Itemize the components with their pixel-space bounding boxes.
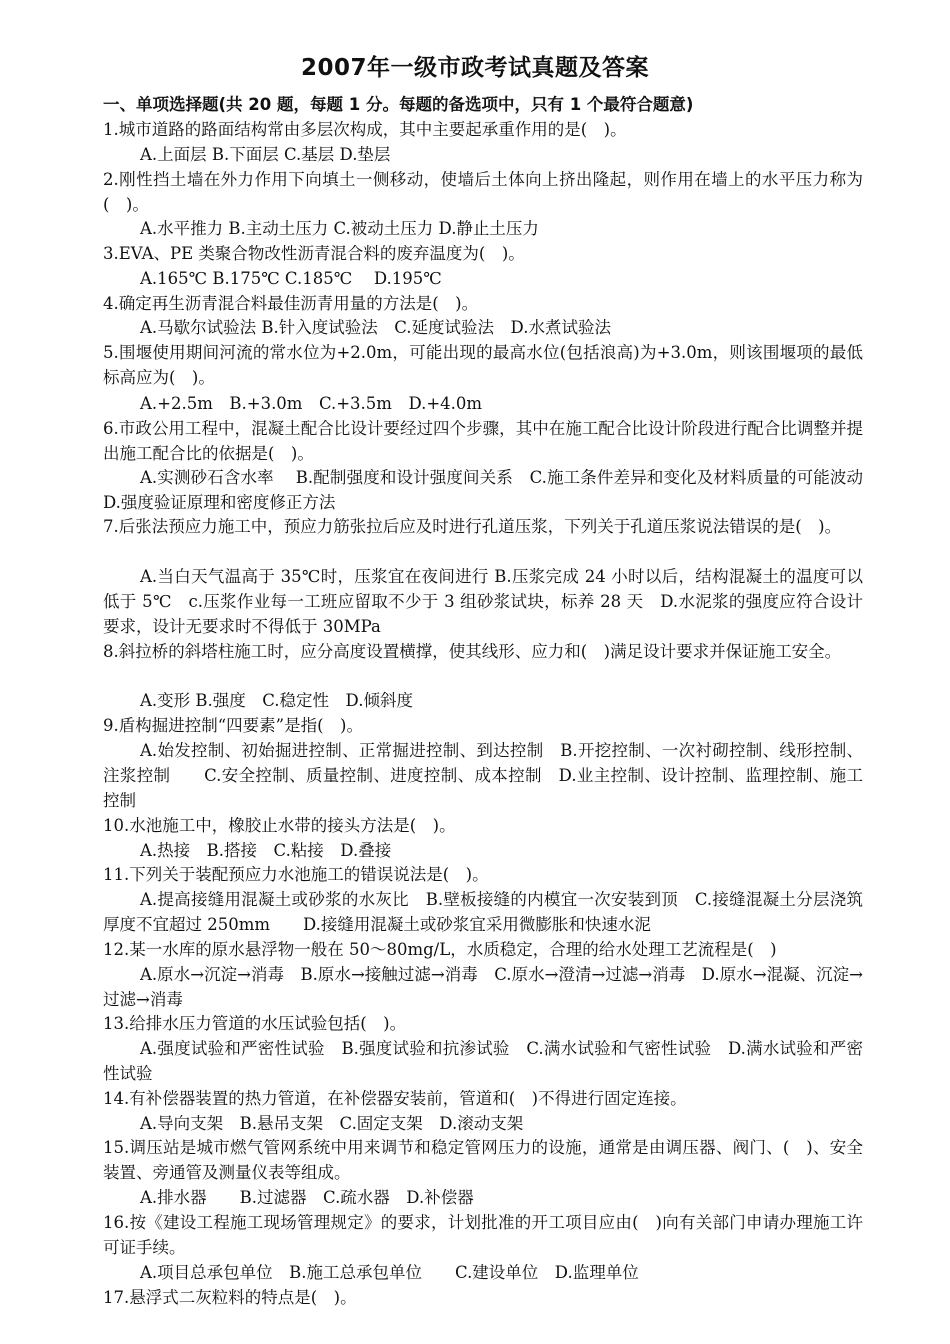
question-options: A.马歇尔试验法 B.针入度试验法 C.延度试验法 D.水煮试验法 xyxy=(140,318,611,337)
question-stem: 13.给排水压力管道的水压试验包括( )。 xyxy=(103,1014,407,1033)
question-stem: 12.某一水库的原水悬浮物一般在 50～80mg/L，水质稳定，合理的给水处理工艺流程是( ) xyxy=(103,940,777,959)
question-options: A.始发控制、初始掘进控制、正常掘进控制、到达控制 B.开挖控制、一次衬砌控制、线形控制、注浆控制 C.安全控制、质量控制、进度控制、成本控制 D.业主控制、设计控制、监理控制、施工控制 xyxy=(103,741,863,810)
question-options: A.强度试验和严密性试验 B.强度试验和抗渗试验 C.满水试验和气密性试验 D.满水试验和严密性试验 xyxy=(103,1039,863,1083)
question-options: A.165℃ B.175℃ C.185℃ D.195℃ xyxy=(140,269,442,288)
question-options: A.当白天气温高于 35℃时，压浆宜在夜间进行 B.压浆完成 24 小时以后，结构混凝土的温度可以低于 5℃ c.压浆作业每一工班应留取不少于 3 组砂浆试块，标养 28 天 D.水泥浆的强度应符合设计要求，设计无要求时不得低于 30MPa xyxy=(103,567,863,636)
question-stem: 4.确定再生沥青混合料最佳沥青用量的方法是( )。 xyxy=(103,294,479,313)
question-stem: 11.下列关于装配预应力水池施工的错误说法是( )。 xyxy=(103,865,489,884)
question-options: A.热接 B.搭接 C.粘接 D.叠接 xyxy=(140,841,392,860)
question-stem: 2.刚性挡土墙在外力作用下向填土一侧移动，使墙后土体向上挤出隆起，则作用在墙上的水平压力称为( )。 xyxy=(103,170,863,214)
question-stem: 15.调压站是城市燃气管网系统中用来调节和稳定管网压力的设施，通常是由调压器、阀门、( )、安全装置、旁通管及测量仪表等组成。 xyxy=(103,1138,863,1182)
question-stem: 16.按《建设工程施工现场管理规定》的要求，计划批准的开工项目应由( )向有关部门申请办理施工许可证手续。 xyxy=(103,1213,863,1257)
question-options: A.原水→沉淀→消毒 B.原水→接触过滤→消毒 C.原水→澄清→过滤→消毒 D.原水→混凝、沉淀→过滤→消毒 xyxy=(103,965,863,1009)
question-options: A.排水器 B.过滤器 C.疏水器 D.补偿器 xyxy=(140,1188,474,1207)
question-options: A.实测砂石含水率 B.配制强度和设计强度间关系 C.施工条件差异和变化及材料质量的可能波动 D.强度验证原理和密度修正方法 xyxy=(103,468,885,512)
question-stem: 3.EVA、PE 类聚合物改性沥青混合料的废弃温度为( )。 xyxy=(103,244,525,263)
question-options: A.上面层 B.下面层 C.基层 D.垫层 xyxy=(140,145,391,164)
question-stem: 14.有补偿器装置的热力管道，在补偿器安装前，管道和( )不得进行固定连接。 xyxy=(103,1089,687,1108)
page-title: 2007年一级市政考试真题及答案 xyxy=(300,55,649,81)
question-stem: 7.后张法预应力施工中，预应力筋张拉后应及时进行孔道压浆，下列关于孔道压浆说法错误的是( )。 xyxy=(103,517,842,536)
question-stem: 10.水池施工中，橡胶止水带的接头方法是( )。 xyxy=(103,816,456,835)
question-stem: 1.城市道路的路面结构常由多层次构成，其中主要起承重作用的是( )。 xyxy=(103,120,627,139)
question-options: A.项目总承包单位 B.施工总承包单位 C.建设单位 D.监理单位 xyxy=(140,1263,639,1282)
question-stem: 5.围堰使用期间河流的常水位为+2.0m，可能出现的最高水位(包括浪高)为+3.0m，则该围堰项的最低标高应为( )。 xyxy=(103,343,863,387)
question-stem: 17.悬浮式二灰粒料的特点是( )。 xyxy=(103,1288,357,1307)
question-stem: 9.盾构掘进控制“四要素”是指( )。 xyxy=(103,716,363,735)
question-options: A.+2.5m B.+3.0m C.+3.5m D.+4.0m xyxy=(140,394,483,413)
question-options: A.提高接缝用混凝土或砂浆的水灰比 B.壁板接缝的内模宜一次安装到顶 C.接缝混凝土分层浇筑厚度不宜超过 250mm D.接缝用混凝土或砂浆宜采用微膨胀和快速水泥 xyxy=(103,890,863,934)
question-stem: 8.斜拉桥的斜塔柱施工时，应分高度设置横撑，使其线形、应力和( )满足设计要求并保证施工安全。 xyxy=(103,642,842,661)
question-stem: 6.市政公用工程中，混凝土配合比设计要经过四个步骤，其中在施工配合比设计阶段进行配合比调整并提出施工配合比的依据是( )。 xyxy=(103,419,863,463)
question-options: A.导向支架 B.悬吊支架 C.固定支架 D.滚动支架 xyxy=(140,1114,524,1133)
section-heading: 一、单项选择题(共 20 题，每题 1 分。每题的备选项中，只有 1 个最符合题意) xyxy=(103,95,694,114)
question-options: A.变形 B.强度 C.稳定性 D.倾斜度 xyxy=(140,691,413,710)
question-options: A.水平推力 B.主动土压力 C.被动土压力 D.静止土压力 xyxy=(140,219,539,238)
